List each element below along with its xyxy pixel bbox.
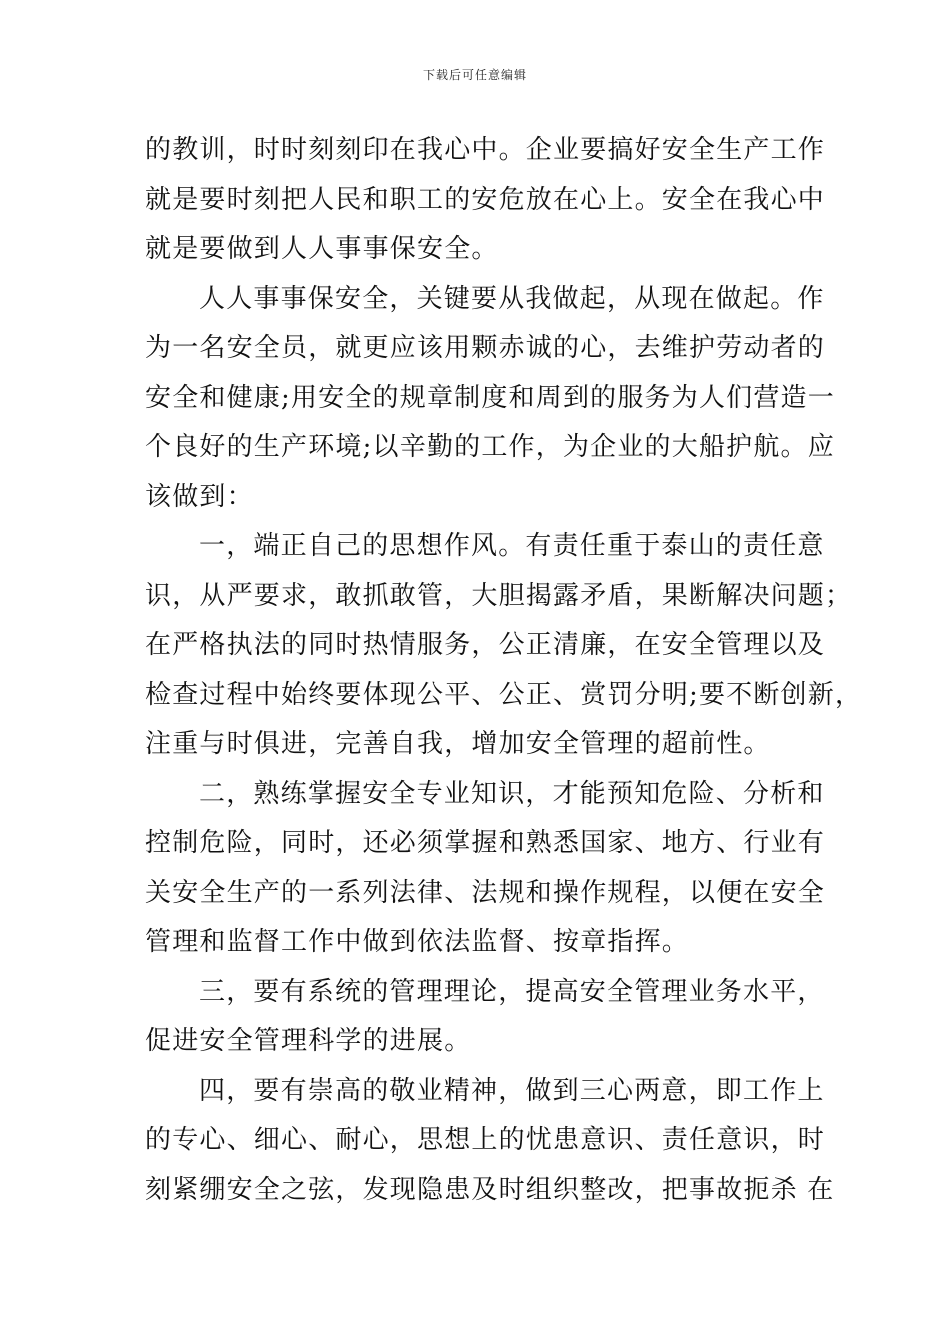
- text-line: 检查过程中始终要体现公平、公正、赏罚分明;要不断创新，: [145, 679, 863, 710]
- text-line: 的教训，时时刻刻印在我心中。企业要搞好安全生产工作: [145, 135, 826, 165]
- paragraph-first-line: 三，要有系统的管理理论，提高安全管理业务水平，: [199, 976, 825, 1007]
- text-line: 在严格执法的同时热情服务，公正清廉，在安全管理以及: [145, 630, 826, 660]
- text-line: 刻紧绷安全之弦，发现隐患及时组织整改，把事故扼杀 在: [145, 1174, 835, 1205]
- text-line: 的专心、细心、耐心，思想上的忧患意识、责任意识，时: [145, 1125, 826, 1155]
- text-line: 就是要做到人人事事保安全。: [145, 234, 499, 264]
- paragraph-first-line: 一，端正自己的思想作风。有责任重于泰山的责任意: [199, 531, 825, 561]
- paragraph-first-line: 二，熟练掌握安全专业知识，才能预知危险、分析和: [199, 778, 825, 809]
- text-line: 就是要时刻把人民和职工的安危放在心上。安全在我心中: [145, 184, 826, 215]
- text-line: 控制危险，同时，还必须掌握和熟悉国家、地方、行业有: [145, 828, 826, 858]
- text-line: 为一名安全员，就更应该用颗赤诚的心，去维护劳动者的: [145, 333, 826, 363]
- paragraph-first-line: 人人事事保安全，关键要从我做起，从现在做起。作: [199, 283, 825, 314]
- document-body: [145, 126, 863, 1215]
- text-line: 关安全生产的一系列法律、法规和操作规程，以便在安全: [145, 877, 826, 908]
- text-line: 促进安全管理科学的进展。: [145, 1026, 472, 1056]
- paragraph-first-line: 四，要有崇高的敬业精神，做到三心两意，即工作上: [199, 1075, 825, 1106]
- text-line: 该做到：: [145, 481, 254, 512]
- text-line: 管理和监督工作中做到依法监督、按章指挥。: [145, 927, 690, 957]
- text-line: 安全和健康;用安全的规章制度和周到的服务为人们营造一: [145, 382, 835, 413]
- text-line: 识，从严要求，敢抓敢管，大胆揭露矛盾，果断解决问题；: [145, 580, 853, 611]
- text-line: 个良好的生产环境;以辛勤的工作，为企业的大船护航。应: [145, 432, 835, 462]
- text-line: 注重与时俱进，完善自我，增加安全管理的超前性。: [145, 729, 771, 759]
- page-header: 下载后可任意编辑: [422, 68, 527, 82]
